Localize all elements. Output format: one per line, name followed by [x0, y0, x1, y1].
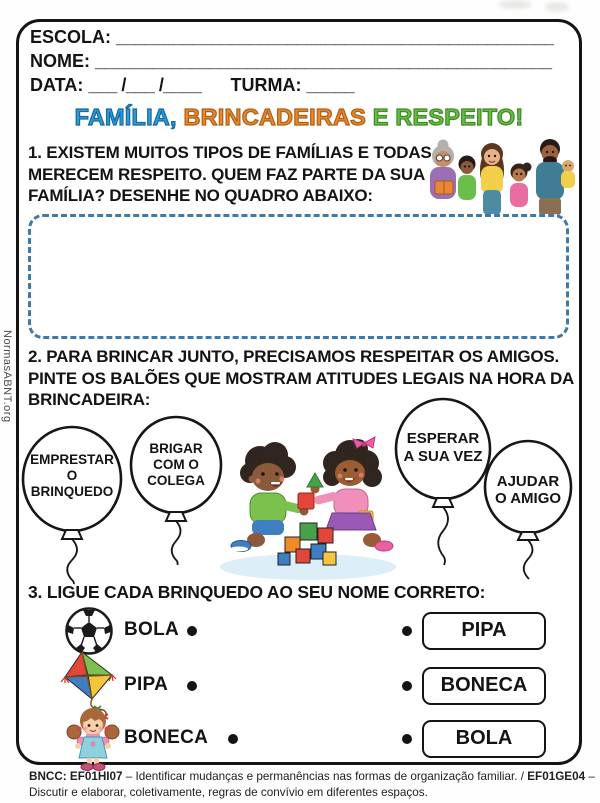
name-field-row: [30, 49, 570, 73]
grandmother-figure: [430, 140, 456, 200]
name-box-boneca[interactable]: BONECA: [422, 667, 546, 705]
balloon-emprestar-o-brinquedo[interactable]: [20, 425, 124, 585]
bncc-code-2: EF01GE04: [527, 770, 586, 783]
scan-artifact: [498, 0, 532, 9]
balloon-text: AJUDAR O AMIGO: [494, 473, 562, 507]
date-class-field-row: [30, 73, 570, 97]
question-3-text: 3. LIGUE CADA BRINQUEDO AO SEU NOME CORRETO:: [28, 582, 486, 602]
boy-figure: [458, 156, 476, 201]
header-fields: [30, 25, 570, 97]
connect-dot-right-1[interactable]: [402, 626, 412, 636]
school-field-row: [30, 25, 570, 49]
bncc-code-1: BNCC: EF01HI07: [29, 770, 123, 783]
title-word-familia: FAMÍLIA,: [74, 104, 177, 130]
father-figure: [536, 139, 564, 215]
name-box-bola[interactable]: BOLA: [422, 720, 546, 758]
school-blank-line[interactable]: ______________________________________________: [116, 27, 554, 47]
block-pile: [278, 523, 336, 565]
balloon-brigar-com-o-colega[interactable]: [128, 415, 224, 567]
balloon-text: ESPERAR A SUA VEZ: [403, 430, 483, 465]
title-word-brincadeiras: BRINCADEIRAS: [183, 104, 367, 130]
connect-dot-left-3[interactable]: [228, 734, 238, 744]
bncc-footer-line-2: Discutir e elaborar, coletivamente, regras de convívio em diferentes espaços.: [29, 785, 428, 799]
connect-dot-left-2[interactable]: [187, 681, 197, 691]
balloon-ajudar-o-amigo[interactable]: [482, 439, 574, 583]
balloon-shape: [482, 439, 574, 583]
girl-figure: [510, 163, 532, 208]
connect-dot-left-1[interactable]: [187, 626, 197, 636]
drawing-box[interactable]: [28, 214, 569, 339]
bncc-footer-line-1: BNCC: EF01HI07 – Identificar mudanças e permanências nas formas de organização familiar. / EF01GE04 –: [29, 770, 595, 783]
bncc-footer: [29, 769, 595, 800]
class-label: TURMA:: [230, 75, 302, 95]
question-1-text: 1. EXISTEM MUITOS TIPOS DE FAMÍLIAS E TODAS MERECEM RESPEITO. QUEM FAZ PARTE DA SUA FAMÍLIA? DESENHE NO QUADRO ABAIXO:: [28, 143, 432, 205]
title-word-respeito: E RESPEITO!: [372, 104, 524, 130]
page-title: [24, 104, 574, 131]
connect-dot-right-2[interactable]: [402, 681, 412, 691]
school-label: ESCOLA:: [30, 27, 111, 47]
name-blank-line[interactable]: ________________________________________________: [95, 51, 552, 71]
scan-artifact: [545, 2, 569, 12]
balloon-shape: [393, 397, 493, 573]
toy-label-pipa: PIPA: [124, 674, 169, 695]
balloon-text: BRIGAR COM O COLEGA: [147, 441, 205, 488]
toy-label-bola: BOLA: [124, 619, 180, 640]
question-2-text: 2. PARA BRINCAR JUNTO, PRECISAMOS RESPEITAR OS AMIGOS. PINTE OS BALÕES QUE MOSTRAM ATITUDES LEGAIS NA HORA DA BRINCADEIRA:: [28, 347, 574, 409]
date-label: DATA:: [30, 75, 84, 95]
toy-label-boneca: BONECA: [124, 727, 209, 748]
class-blank-line[interactable]: _____: [306, 75, 355, 95]
family-illustration: [422, 136, 580, 220]
baby-figure: [561, 160, 575, 188]
balloon-text: EMPRESTAR O BRINQUEDO: [30, 452, 114, 499]
name-label: NOME:: [30, 51, 90, 71]
balloon-shape: [128, 415, 224, 567]
balloon-esperar-a-sua-vez[interactable]: [393, 397, 493, 573]
doll-icon: [64, 704, 122, 772]
watermark-text: NormasABNT.org: [1, 330, 13, 423]
children-playing-illustration: [212, 427, 404, 584]
balloon-shape: [20, 425, 124, 585]
connect-dot-right-3[interactable]: [402, 734, 412, 744]
date-blank-line[interactable]: ___ /___ /____: [88, 75, 202, 95]
mother-figure: [480, 143, 504, 215]
name-box-pipa[interactable]: PIPA: [422, 612, 546, 650]
